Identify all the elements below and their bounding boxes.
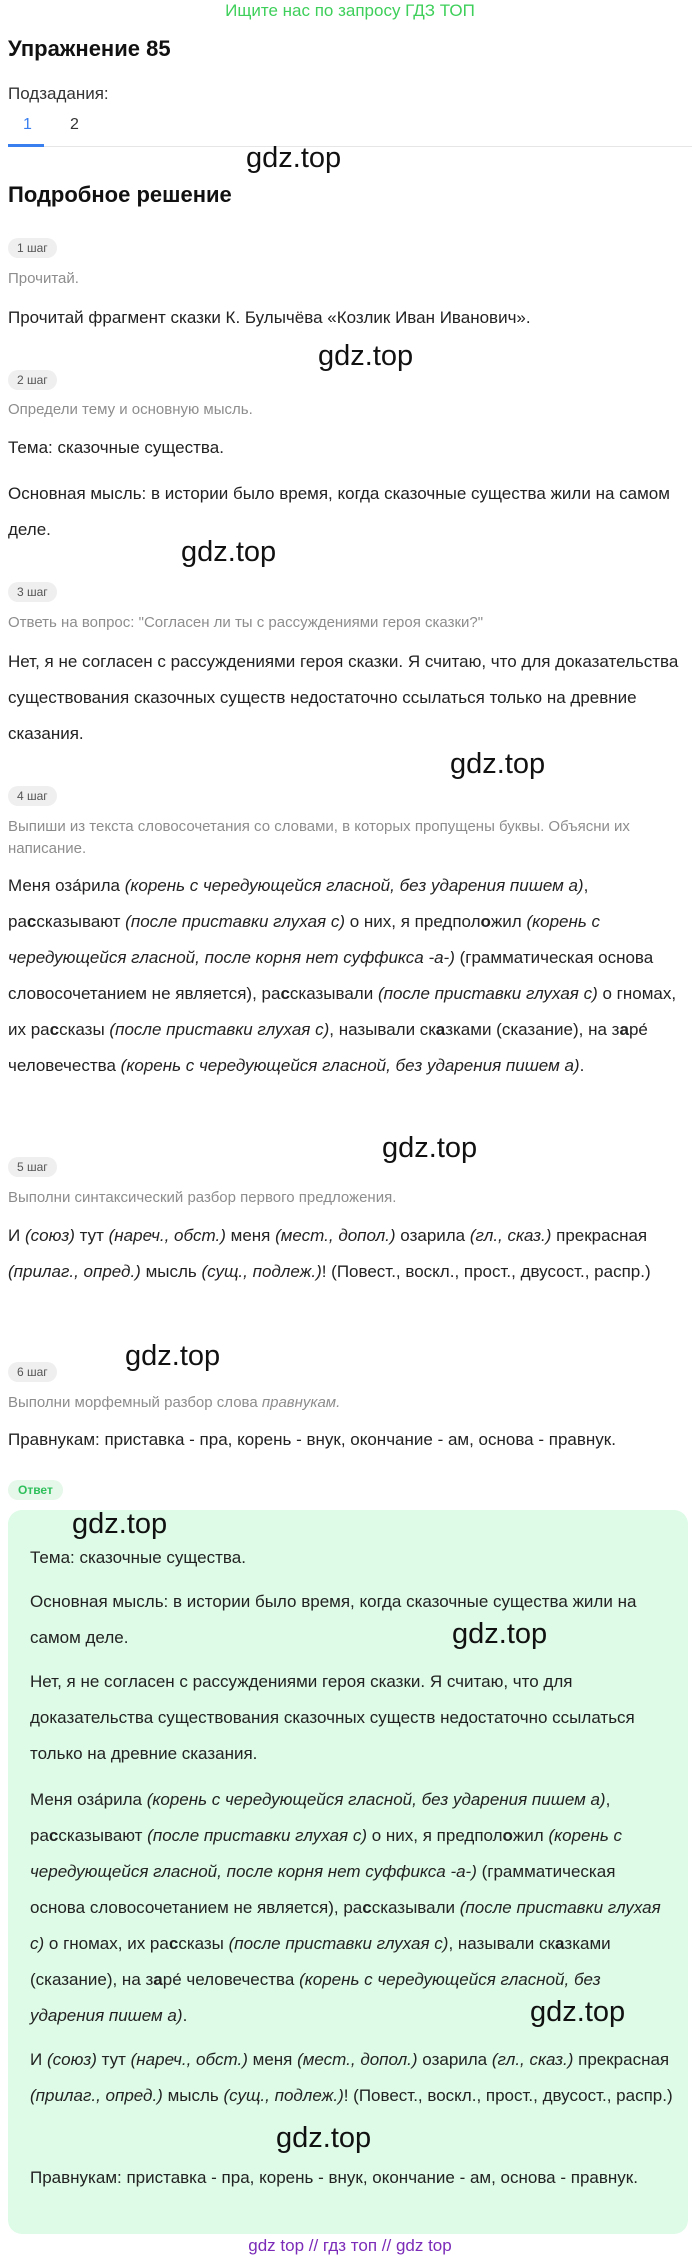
step-badge: 6 шаг — [8, 1362, 57, 1382]
step-badge: 5 шаг — [8, 1157, 57, 1177]
step-hint-text: Выполни морфемный разбор слова — [8, 1394, 258, 1411]
step-text: Прочитай фрагмент сказки К. Булычёва «Козлик Иван Иванович». — [8, 308, 531, 327]
watermark: gdz.top — [452, 1618, 548, 1650]
step-badge: 4 шаг — [8, 786, 57, 806]
watermark: gdz.top — [276, 2122, 372, 2154]
answer-text: Тема: сказочные существа. — [30, 1548, 246, 1567]
tab-1[interactable]: 1 — [23, 116, 32, 133]
watermark: gdz.top — [181, 536, 277, 568]
active-tab-indicator — [8, 144, 44, 147]
step-text: Основная мысль: в истории было время, когда сказочные существа жили на самом деле. — [8, 484, 670, 539]
step-text: Меня оза́рила (корень с чередующейся гласной, без ударения пишем а), рассказывают (после приставки глухая с) о них, я предположил (корень с чередующейся гласной, после корня нет суффикса -а-) (грамматическая основа словосочетанием не является), рассказывали (после приставки глухая с) о гномах, их рассказы (после приставки глухая с), называли сказками (сказание), на заре́ человечества (корень с чередующейся гласной, без ударения пишем а). — [8, 876, 677, 1075]
step-hint — [8, 1392, 692, 1414]
search-banner[interactable]: Ищите нас по запросу ГДЗ ТОП — [225, 1, 475, 20]
footer-links[interactable]: gdz top // гдз топ // gdz top — [248, 2236, 452, 2255]
watermark: gdz.top — [530, 1996, 626, 2028]
step-text: Тема: сказочные существа. — [8, 438, 224, 457]
step-hint: Выполни синтаксический разбор первого предложения. — [8, 1189, 397, 1206]
step-hint: Выпиши из текста словосочетания со словами, в которых пропущены буквы. Объясни их написание. — [8, 818, 630, 857]
watermark: gdz.top — [450, 748, 546, 780]
subtask-tabs — [8, 112, 692, 147]
answer-text: И (союз) тут (нареч., обст.) меня (мест., допол.) озарила (гл., сказ.) прекрасная (прилаг., опред.) мысль (сущ., подлеж.)! (Повест., воскл., прост., двусост., распр.) — [30, 2050, 673, 2105]
tab-2[interactable]: 2 — [70, 116, 79, 133]
solution-title: Подробное решение — [8, 182, 232, 207]
step-hint-word: правнукам. — [261, 1394, 341, 1411]
exercise-title: Упражнение 85 — [8, 36, 171, 61]
watermark: gdz.top — [318, 340, 414, 372]
watermark: gdz.top — [246, 142, 342, 174]
step-badge: 1 шаг — [8, 238, 57, 258]
step-hint: Ответь на вопрос: "Согласен ли ты с рассуждениями героя сказки?" — [8, 614, 484, 631]
answer-badge: Ответ — [8, 1480, 63, 1500]
subtasks-label: Подзадания: — [8, 84, 109, 103]
answer-text: Основная мысль: в истории было время, когда сказочные существа жили на самом деле. — [30, 1592, 637, 1647]
watermark: gdz.top — [382, 1132, 478, 1164]
step-badge: 2 шаг — [8, 370, 57, 390]
watermark: gdz.top — [72, 1508, 168, 1540]
step-text: Нет, я не согласен с рассуждениями героя сказки. Я считаю, что для доказательства существования сказочных существ недостаточно ссылаться только на древние сказания. — [8, 652, 679, 743]
step-hint: Определи тему и основную мысль. — [8, 401, 253, 418]
answer-text: Нет, я не согласен с рассуждениями героя сказки. Я считаю, что для доказательства существования сказочных существ недостаточно ссылаться только на древние сказания. — [30, 1672, 635, 1763]
step-text: И (союз) тут (нареч., обст.) меня (мест., допол.) озарила (гл., сказ.) прекрасная (прилаг., опред.) мысль (сущ., подлеж.)! (Повест., воскл., прост., двусост., распр.) — [8, 1226, 651, 1281]
watermark: gdz.top — [125, 1340, 221, 1372]
answer-text: Правнукам: приставка - пра, корень - внук, окончание - ам, основа - правнук. — [30, 2168, 638, 2187]
step-text: Правнукам: приставка - пра, корень - внук, окончание - ам, основа - правнук. — [8, 1430, 616, 1449]
answer-text: Меня оза́рила (корень с чередующейся гласной, без ударения пишем а), рассказывают (после приставки глухая с) о них, я предположил (корень с чередующейся гласной, после корня нет суффикса -а-) (грамматическая основа словосочетанием не является), рассказывали (после приставки глухая с) о гномах, их рассказы (после приставки глухая с), называли сказками (сказание), на заре́ человечества (корень с чередующейся гласной, без ударения пишем а). — [30, 1790, 661, 2025]
step-hint: Прочитай. — [8, 270, 79, 287]
step-badge: 3 шаг — [8, 582, 57, 602]
